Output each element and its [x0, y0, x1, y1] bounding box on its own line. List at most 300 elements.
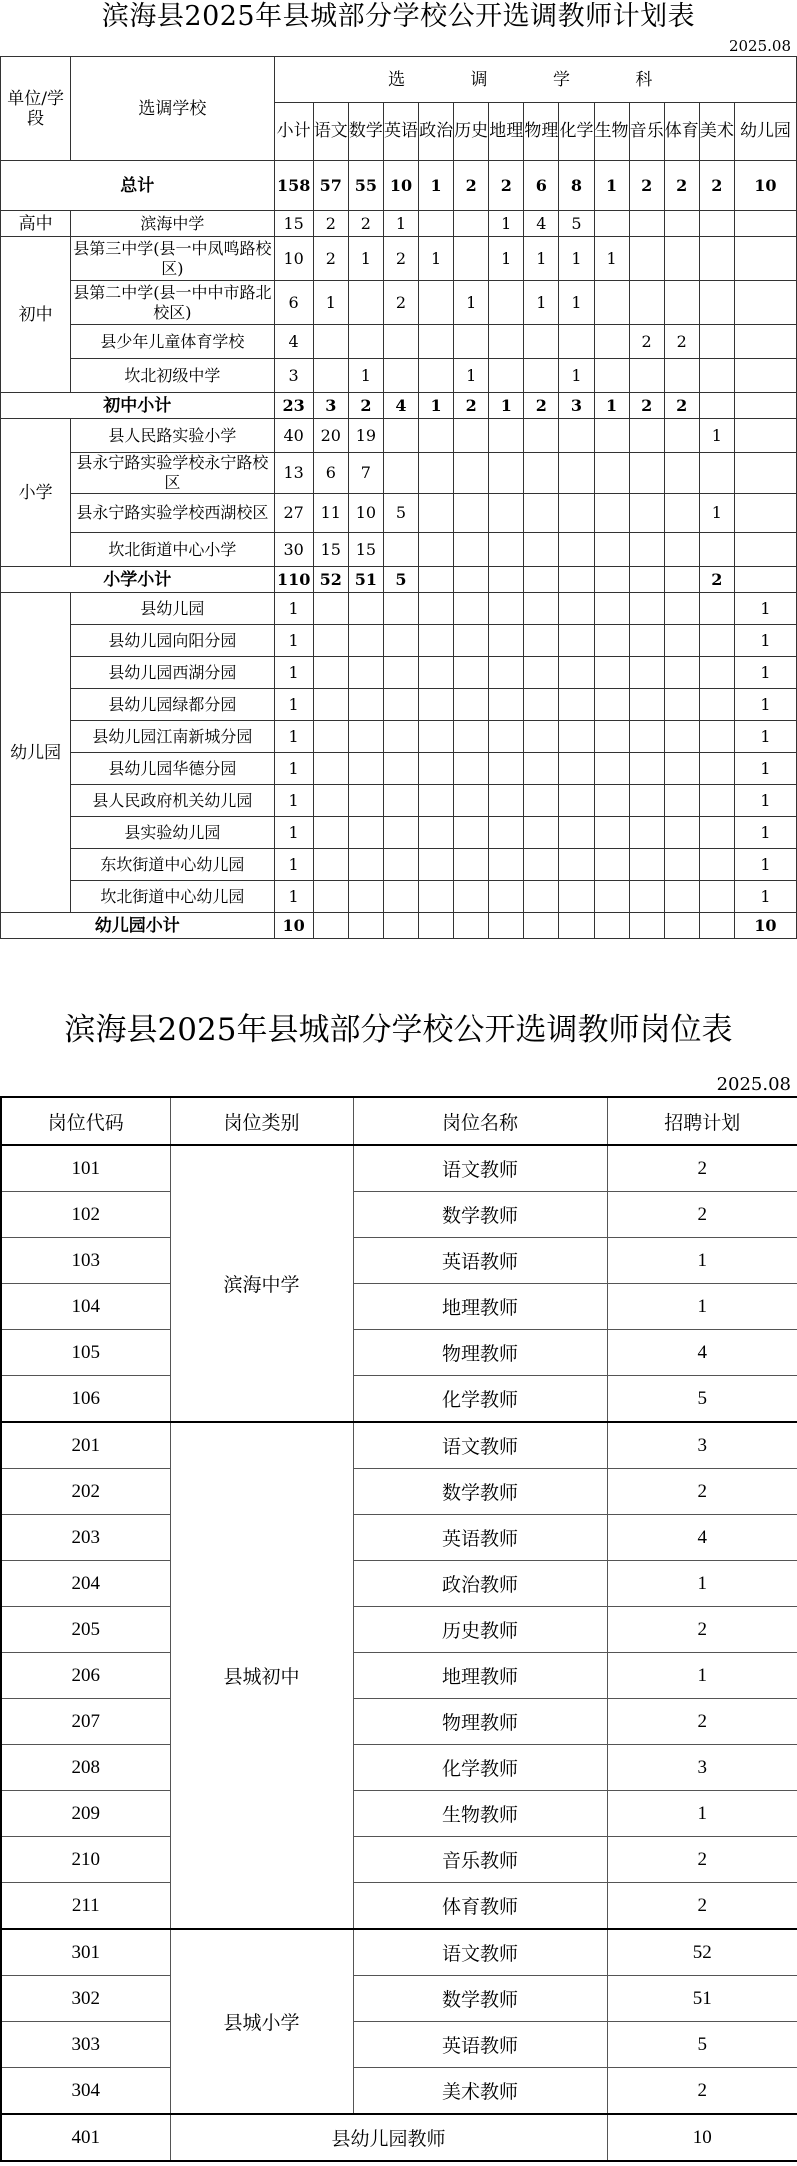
post-name: 物理教师 [353, 1330, 607, 1376]
value-cell: 1 [454, 359, 489, 393]
value-cell [629, 533, 664, 567]
value-cell [699, 689, 734, 721]
table-row [1, 753, 797, 785]
post-name: 语文教师 [353, 1422, 607, 1469]
value-cell [348, 625, 383, 657]
table-row [1, 325, 797, 359]
value-cell [734, 419, 796, 453]
value-cell [594, 211, 629, 237]
post-code: 205 [1, 1607, 170, 1653]
post-code: 105 [1, 1330, 170, 1376]
column-header: 物理 [524, 103, 559, 161]
value-cell: 1 [524, 281, 559, 325]
value-cell: 57 [313, 161, 348, 211]
value-cell: 110 [274, 567, 313, 593]
value-cell: 1 [274, 689, 313, 721]
value-cell [629, 689, 664, 721]
post-name: 体育教师 [353, 1883, 607, 1930]
post-plan: 4 [607, 1515, 797, 1561]
value-cell [313, 359, 348, 393]
value-cell [383, 453, 418, 494]
post-row [1, 1238, 797, 1284]
value-cell: 2 [664, 325, 699, 359]
value-cell [734, 393, 796, 419]
value-cell [383, 689, 418, 721]
value-cell [699, 881, 734, 913]
value-cell [699, 913, 734, 939]
post-row [1, 1699, 797, 1745]
school-name: 县永宁路实验学校西湖校区 [71, 494, 274, 533]
school-name: 县幼儿园江南新城分园 [71, 721, 274, 753]
table-row [1, 359, 797, 393]
value-cell [489, 625, 524, 657]
value-cell [594, 494, 629, 533]
value-cell [594, 689, 629, 721]
table-row [1, 657, 797, 689]
value-cell: 2 [489, 161, 524, 211]
value-cell: 10 [734, 913, 796, 939]
value-cell: 20 [313, 419, 348, 453]
value-cell [348, 881, 383, 913]
value-cell [699, 533, 734, 567]
value-cell [383, 785, 418, 817]
value-cell [594, 419, 629, 453]
table-row [1, 625, 797, 657]
value-cell [734, 359, 796, 393]
post-row [1, 1561, 797, 1607]
value-cell [419, 817, 454, 849]
value-cell [524, 494, 559, 533]
value-cell [383, 753, 418, 785]
value-cell: 1 [313, 281, 348, 325]
value-cell: 10 [348, 494, 383, 533]
value-cell [489, 419, 524, 453]
post-name: 数学教师 [353, 1192, 607, 1238]
post-name: 政治教师 [353, 1561, 607, 1607]
value-cell [629, 817, 664, 849]
value-cell [454, 453, 489, 494]
posts-title: 滨海县2025年县城部分学校公开选调教师岗位表 [64, 1012, 733, 1048]
value-cell [419, 721, 454, 753]
value-cell [664, 593, 699, 625]
value-cell [699, 281, 734, 325]
value-cell [594, 281, 629, 325]
summary-label: 总计 [1, 161, 275, 211]
header-name: 岗位名称 [353, 1097, 607, 1145]
value-cell: 1 [489, 237, 524, 281]
value-cell [594, 325, 629, 359]
school-name: 县永宁路实验学校永宁路校区 [71, 453, 274, 494]
post-name: 地理教师 [353, 1284, 607, 1330]
value-cell [699, 237, 734, 281]
value-cell [419, 753, 454, 785]
value-cell: 1 [559, 281, 594, 325]
post-name: 英语教师 [353, 1238, 607, 1284]
value-cell: 51 [348, 567, 383, 593]
value-cell: 3 [313, 393, 348, 419]
value-cell: 1 [419, 237, 454, 281]
value-cell: 10 [274, 913, 313, 939]
post-plan: 2 [607, 1699, 797, 1745]
value-cell: 1 [274, 657, 313, 689]
post-row [1, 1376, 797, 1423]
value-cell [629, 494, 664, 533]
value-cell: 1 [383, 211, 418, 237]
post-code: 103 [1, 1238, 170, 1284]
post-row [1, 1883, 797, 1930]
value-cell [594, 657, 629, 689]
value-cell: 1 [274, 753, 313, 785]
value-cell [454, 625, 489, 657]
value-cell: 1 [734, 625, 796, 657]
post-plan: 2 [607, 2068, 797, 2115]
value-cell [383, 817, 418, 849]
value-cell: 1 [734, 657, 796, 689]
post-name: 美术教师 [353, 2068, 607, 2115]
header-plan: 招聘计划 [607, 1097, 797, 1145]
value-cell: 1 [489, 211, 524, 237]
table-row [1, 533, 797, 567]
post-category: 县城初中 [170, 1422, 353, 1929]
post-code: 208 [1, 1745, 170, 1791]
value-cell: 1 [274, 881, 313, 913]
value-cell [559, 533, 594, 567]
value-cell: 2 [699, 567, 734, 593]
value-cell: 1 [734, 881, 796, 913]
table-row [1, 211, 797, 237]
value-cell [489, 657, 524, 689]
value-cell [524, 593, 559, 625]
value-cell: 2 [664, 161, 699, 211]
value-cell [313, 593, 348, 625]
value-cell [348, 913, 383, 939]
value-cell [348, 817, 383, 849]
value-cell [419, 281, 454, 325]
value-cell [348, 689, 383, 721]
value-cell [454, 325, 489, 359]
column-header: 生物 [594, 103, 629, 161]
value-cell [419, 785, 454, 817]
post-name: 数学教师 [353, 1469, 607, 1515]
value-cell [419, 913, 454, 939]
table-row [1, 817, 797, 849]
school-name: 县实验幼儿园 [71, 817, 274, 849]
value-cell [454, 785, 489, 817]
value-cell [664, 419, 699, 453]
post-row [1, 1976, 797, 2022]
post-plan: 5 [607, 2022, 797, 2068]
value-cell [559, 881, 594, 913]
value-cell [699, 753, 734, 785]
value-cell: 2 [629, 393, 664, 419]
value-cell [454, 817, 489, 849]
value-cell [489, 593, 524, 625]
value-cell [559, 689, 594, 721]
value-cell: 1 [594, 393, 629, 419]
value-cell [629, 785, 664, 817]
post-row [1, 1791, 797, 1837]
header-subject-group: 选 调 学 科 [274, 57, 796, 103]
value-cell: 30 [274, 533, 313, 567]
value-cell [489, 753, 524, 785]
value-cell: 40 [274, 419, 313, 453]
post-code: 211 [1, 1883, 170, 1930]
school-name: 县第三中学(县一中凤鸣路校区) [71, 237, 274, 281]
value-cell [664, 753, 699, 785]
post-code: 104 [1, 1284, 170, 1330]
value-cell: 1 [699, 494, 734, 533]
value-cell [313, 625, 348, 657]
value-cell [454, 237, 489, 281]
school-name: 县幼儿园西湖分园 [71, 657, 274, 689]
value-cell: 1 [274, 849, 313, 881]
value-cell [699, 849, 734, 881]
value-cell [454, 567, 489, 593]
post-plan: 1 [607, 1284, 797, 1330]
section-label: 高中 [1, 211, 71, 237]
value-cell [313, 881, 348, 913]
post-row [1, 1929, 797, 1976]
value-cell [348, 325, 383, 359]
value-cell [559, 753, 594, 785]
value-cell: 1 [419, 161, 454, 211]
value-cell [454, 721, 489, 753]
value-cell [313, 785, 348, 817]
value-cell: 4 [274, 325, 313, 359]
value-cell [594, 913, 629, 939]
value-cell [313, 325, 348, 359]
value-cell [524, 359, 559, 393]
posts-date: 2025.08 [716, 1074, 791, 1095]
value-cell [559, 419, 594, 453]
value-cell [313, 849, 348, 881]
table-row [1, 237, 797, 281]
value-cell [734, 453, 796, 494]
value-cell: 2 [699, 161, 734, 211]
value-cell [419, 567, 454, 593]
post-plan: 2 [607, 1883, 797, 1930]
post-name: 语文教师 [353, 1929, 607, 1976]
school-name: 东坎街道中心幼儿园 [71, 849, 274, 881]
post-name: 数学教师 [353, 1976, 607, 2022]
column-header: 体育 [664, 103, 699, 161]
value-cell [594, 567, 629, 593]
school-name: 县幼儿园华德分园 [71, 753, 274, 785]
value-cell: 1 [454, 281, 489, 325]
table-row [1, 849, 797, 881]
value-cell [594, 881, 629, 913]
value-cell: 15 [348, 533, 383, 567]
value-cell [489, 325, 524, 359]
school-name: 县少年儿童体育学校 [71, 325, 274, 359]
value-cell: 27 [274, 494, 313, 533]
header-school: 选调学校 [71, 57, 274, 161]
post-code: 203 [1, 1515, 170, 1561]
value-cell [454, 593, 489, 625]
value-cell [489, 849, 524, 881]
post-name: 化学教师 [353, 1745, 607, 1791]
value-cell [559, 453, 594, 494]
post-code: 106 [1, 1376, 170, 1423]
school-name: 县人民路实验小学 [71, 419, 274, 453]
post-name: 地理教师 [353, 1653, 607, 1699]
value-cell [524, 657, 559, 689]
value-cell: 1 [348, 359, 383, 393]
value-cell: 2 [383, 237, 418, 281]
value-cell [454, 913, 489, 939]
value-cell [559, 625, 594, 657]
column-header: 幼儿园 [734, 103, 796, 161]
table-row [1, 593, 797, 625]
value-cell: 55 [348, 161, 383, 211]
value-cell: 10 [274, 237, 313, 281]
value-cell: 1 [734, 721, 796, 753]
value-cell [348, 593, 383, 625]
value-cell [699, 657, 734, 689]
subtotal-row [1, 567, 797, 593]
plan-title: 滨海县2025年县城部分学校公开选调教师计划表 [101, 1, 696, 32]
value-cell [489, 533, 524, 567]
value-cell [454, 689, 489, 721]
value-cell: 2 [313, 237, 348, 281]
post-code: 204 [1, 1561, 170, 1607]
value-cell [489, 913, 524, 939]
value-cell [524, 453, 559, 494]
value-cell: 1 [489, 393, 524, 419]
value-cell: 1 [348, 237, 383, 281]
post-name: 语文教师 [353, 1145, 607, 1192]
column-header: 英语 [383, 103, 418, 161]
value-cell [419, 359, 454, 393]
value-cell [664, 849, 699, 881]
posts-table [0, 1096, 797, 2162]
value-cell [629, 453, 664, 494]
value-cell: 1 [274, 817, 313, 849]
value-cell [699, 211, 734, 237]
section-label: 幼儿园 [1, 593, 71, 913]
value-cell [454, 419, 489, 453]
value-cell [734, 281, 796, 325]
value-cell: 1 [734, 593, 796, 625]
value-cell: 15 [274, 211, 313, 237]
value-cell: 2 [313, 211, 348, 237]
value-cell [629, 721, 664, 753]
value-cell [594, 453, 629, 494]
post-row [1, 1515, 797, 1561]
post-row [1, 1330, 797, 1376]
value-cell: 8 [559, 161, 594, 211]
value-cell: 1 [734, 849, 796, 881]
value-cell [419, 593, 454, 625]
value-cell [454, 881, 489, 913]
value-cell [489, 785, 524, 817]
value-cell [664, 721, 699, 753]
value-cell [559, 494, 594, 533]
value-cell [454, 494, 489, 533]
value-cell [559, 913, 594, 939]
post-row [1, 1745, 797, 1791]
post-row [1, 2114, 797, 2161]
value-cell: 6 [524, 161, 559, 211]
post-name: 物理教师 [353, 1699, 607, 1745]
post-code: 303 [1, 2022, 170, 2068]
post-plan: 2 [607, 1145, 797, 1192]
value-cell [559, 593, 594, 625]
school-name: 县第二中学(县一中中市路北校区) [71, 281, 274, 325]
post-name: 历史教师 [353, 1607, 607, 1653]
value-cell [594, 753, 629, 785]
value-cell [629, 753, 664, 785]
post-plan: 51 [607, 1976, 797, 2022]
value-cell [524, 721, 559, 753]
section-label: 小学 [1, 419, 71, 567]
value-cell [524, 785, 559, 817]
value-cell: 1 [734, 785, 796, 817]
value-cell [629, 593, 664, 625]
value-cell: 10 [734, 161, 796, 211]
post-category: 县城小学 [170, 1929, 353, 2114]
value-cell: 3 [559, 393, 594, 419]
value-cell [594, 849, 629, 881]
value-cell: 1 [699, 419, 734, 453]
value-cell [699, 393, 734, 419]
value-cell [699, 721, 734, 753]
value-cell: 2 [348, 211, 383, 237]
post-row [1, 1607, 797, 1653]
post-name: 英语教师 [353, 1515, 607, 1561]
header-category: 岗位类别 [170, 1097, 353, 1145]
value-cell: 1 [594, 161, 629, 211]
value-cell [419, 881, 454, 913]
post-row [1, 1837, 797, 1883]
table-row [1, 281, 797, 325]
post-plan: 2 [607, 1837, 797, 1883]
value-cell [629, 881, 664, 913]
value-cell [699, 593, 734, 625]
value-cell [313, 817, 348, 849]
value-cell: 1 [274, 785, 313, 817]
summary-label: 初中小计 [1, 393, 275, 419]
value-cell [383, 881, 418, 913]
value-cell [419, 211, 454, 237]
value-cell [594, 785, 629, 817]
value-cell [419, 533, 454, 567]
post-row [1, 1653, 797, 1699]
post-row [1, 1192, 797, 1238]
value-cell [419, 657, 454, 689]
value-cell: 2 [383, 281, 418, 325]
post-name: 音乐教师 [353, 1837, 607, 1883]
value-cell: 5 [383, 494, 418, 533]
post-code: 207 [1, 1699, 170, 1745]
value-cell [524, 689, 559, 721]
value-cell [524, 881, 559, 913]
value-cell [734, 533, 796, 567]
value-cell [699, 325, 734, 359]
school-name: 滨海中学 [71, 211, 274, 237]
post-code: 401 [1, 2114, 170, 2161]
value-cell [419, 625, 454, 657]
post-plan: 1 [607, 1791, 797, 1837]
value-cell [629, 419, 664, 453]
school-name: 县幼儿园 [71, 593, 274, 625]
value-cell [489, 689, 524, 721]
post-row [1, 1284, 797, 1330]
column-header: 历史 [454, 103, 489, 161]
value-cell [664, 913, 699, 939]
value-cell [699, 453, 734, 494]
value-cell: 52 [313, 567, 348, 593]
